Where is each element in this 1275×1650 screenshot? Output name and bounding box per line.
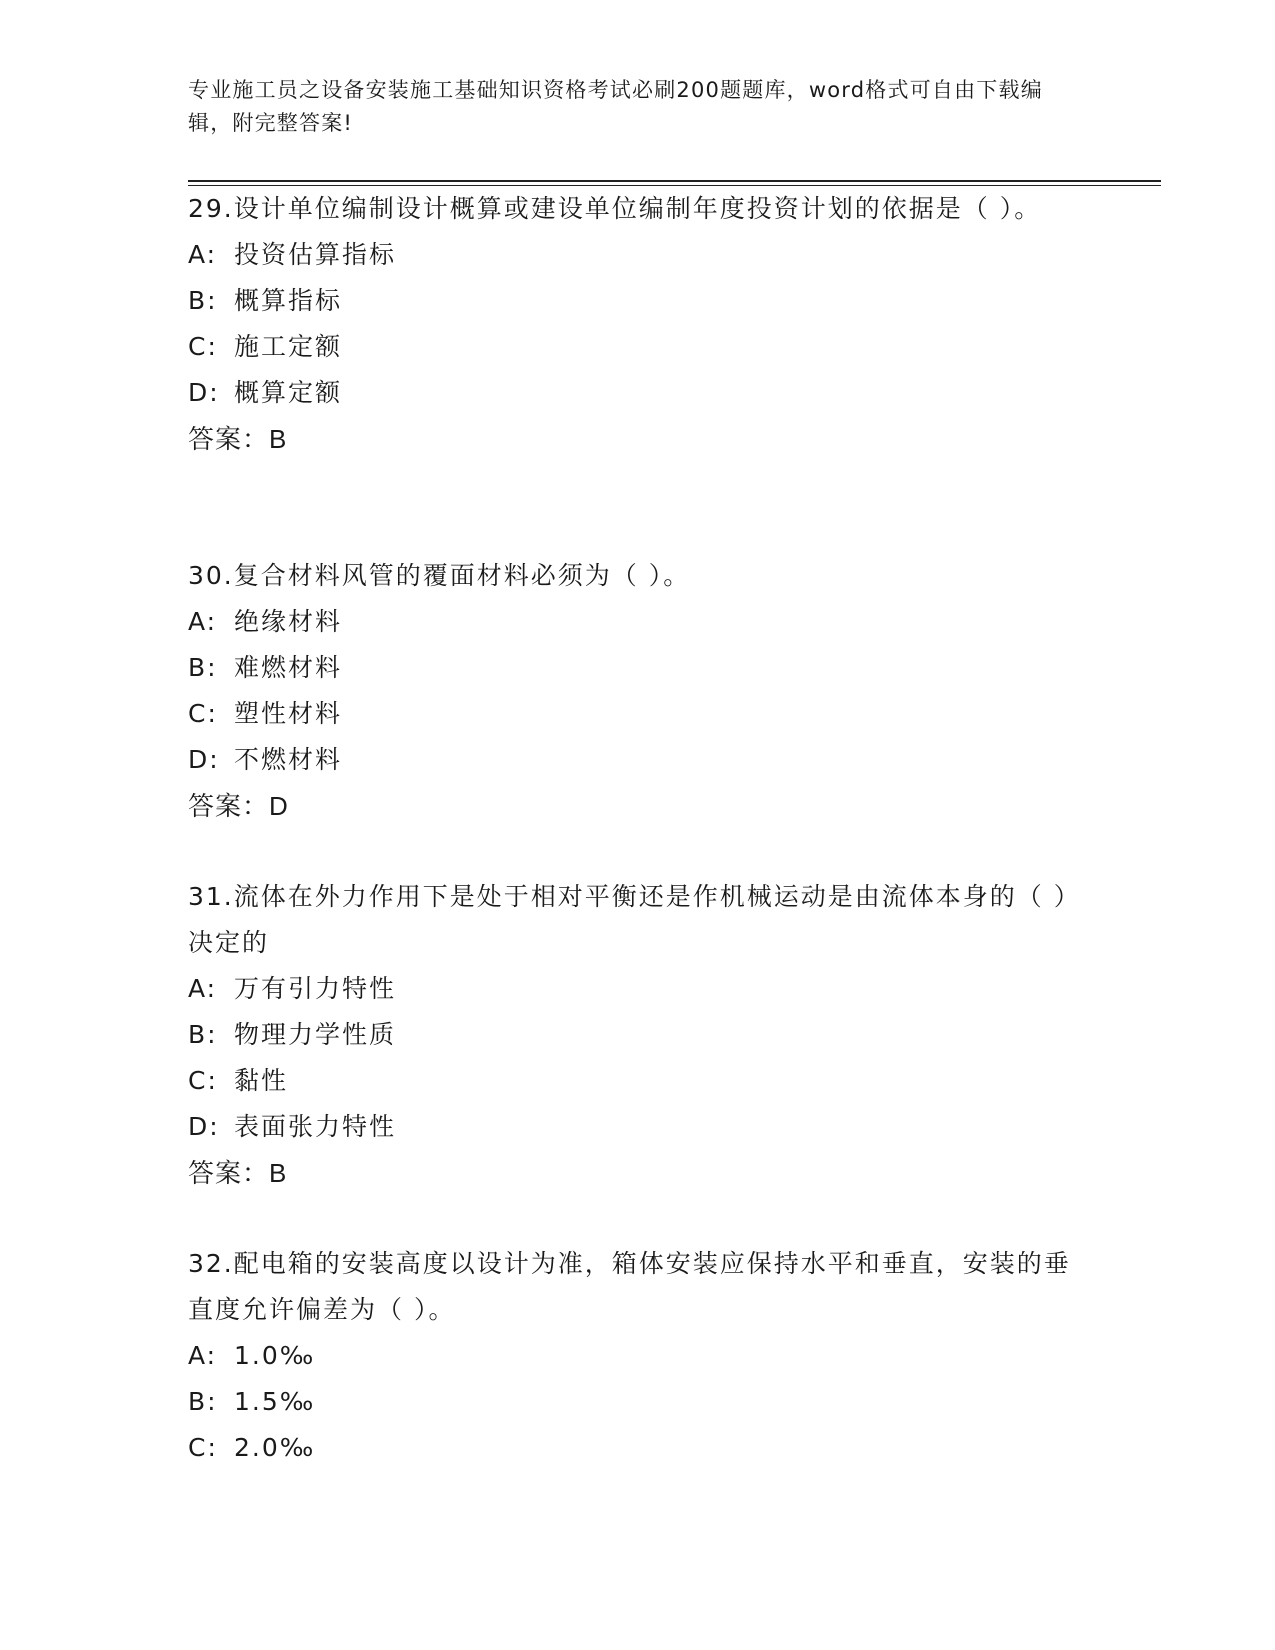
option-letter: C: (188, 332, 218, 361)
option-c (188, 1058, 1088, 1104)
option-c (188, 1425, 1088, 1471)
option-letter: A: (188, 607, 218, 636)
option-text: 黏性 (234, 1066, 289, 1095)
option-b (188, 1012, 1088, 1058)
option-text: 表面张力特性 (234, 1112, 397, 1141)
option-text: 1.0‰ (234, 1341, 316, 1370)
option-text: 绝缘材料 (234, 607, 343, 636)
option-letter: C: (188, 699, 218, 728)
option-letter: D: (188, 378, 220, 407)
option-a (188, 966, 1088, 1012)
option-letter: A: (188, 240, 218, 269)
option-b (188, 645, 1088, 691)
question-29 (188, 186, 1088, 462)
option-letter: D: (188, 1112, 220, 1141)
option-text: 难燃材料 (234, 653, 343, 682)
option-letter: B: (188, 1387, 218, 1416)
question-stem: 30.复合材料风管的覆面材料必须为（ ）。 (188, 561, 691, 590)
option-text: 概算定额 (234, 378, 343, 407)
question-stem: 32.配电箱的安装高度以设计为准，箱体安装应保持水平和垂直，安装的垂直度允许偏差为（ ）。 (188, 1249, 1071, 1324)
option-letter: A: (188, 974, 218, 1003)
option-d (188, 1104, 1088, 1150)
option-letter: C: (188, 1433, 218, 1462)
option-c (188, 324, 1088, 370)
question-stem: 29.设计单位编制设计概算或建设单位编制年度投资计划的依据是（ ）。 (188, 194, 1042, 223)
option-b (188, 1379, 1088, 1425)
option-text: 不燃材料 (234, 745, 343, 774)
option-text: 2.0‰ (234, 1433, 316, 1462)
option-letter: B: (188, 1020, 218, 1049)
answer-line: 答案：B (188, 424, 288, 454)
option-text: 投资估算指标 (234, 240, 397, 269)
option-letter: B: (188, 286, 218, 315)
option-letter: C: (188, 1066, 218, 1095)
option-text: 施工定额 (234, 332, 343, 361)
option-letter: A: (188, 1341, 218, 1370)
answer-line: 答案：D (188, 791, 289, 821)
question-32 (188, 1241, 1088, 1471)
option-a (188, 599, 1088, 645)
option-a (188, 232, 1088, 278)
option-d (188, 370, 1088, 416)
option-d (188, 737, 1088, 783)
option-text: 物理力学性质 (234, 1020, 397, 1049)
option-text: 塑性材料 (234, 699, 343, 728)
option-letter: B: (188, 653, 218, 682)
option-letter: D: (188, 745, 220, 774)
option-text: 1.5‰ (234, 1387, 316, 1416)
option-text: 概算指标 (234, 286, 343, 315)
answer-line: 答案：B (188, 1158, 288, 1188)
option-a (188, 1333, 1088, 1379)
question-30 (188, 553, 1088, 829)
option-text: 万有引力特性 (234, 974, 397, 1003)
question-stem: 31.流体在外力作用下是处于相对平衡还是作机械运动是由流体本身的（ ）决定的 (188, 882, 1081, 957)
question-31 (188, 874, 1088, 1196)
document-header: 专业施工员之设备安装施工基础知识资格考试必刷200题题库，word格式可自由下载编辑，附完整答案! (188, 78, 1043, 135)
header-divider-thick (188, 180, 1161, 182)
option-c (188, 691, 1088, 737)
option-b (188, 278, 1088, 324)
